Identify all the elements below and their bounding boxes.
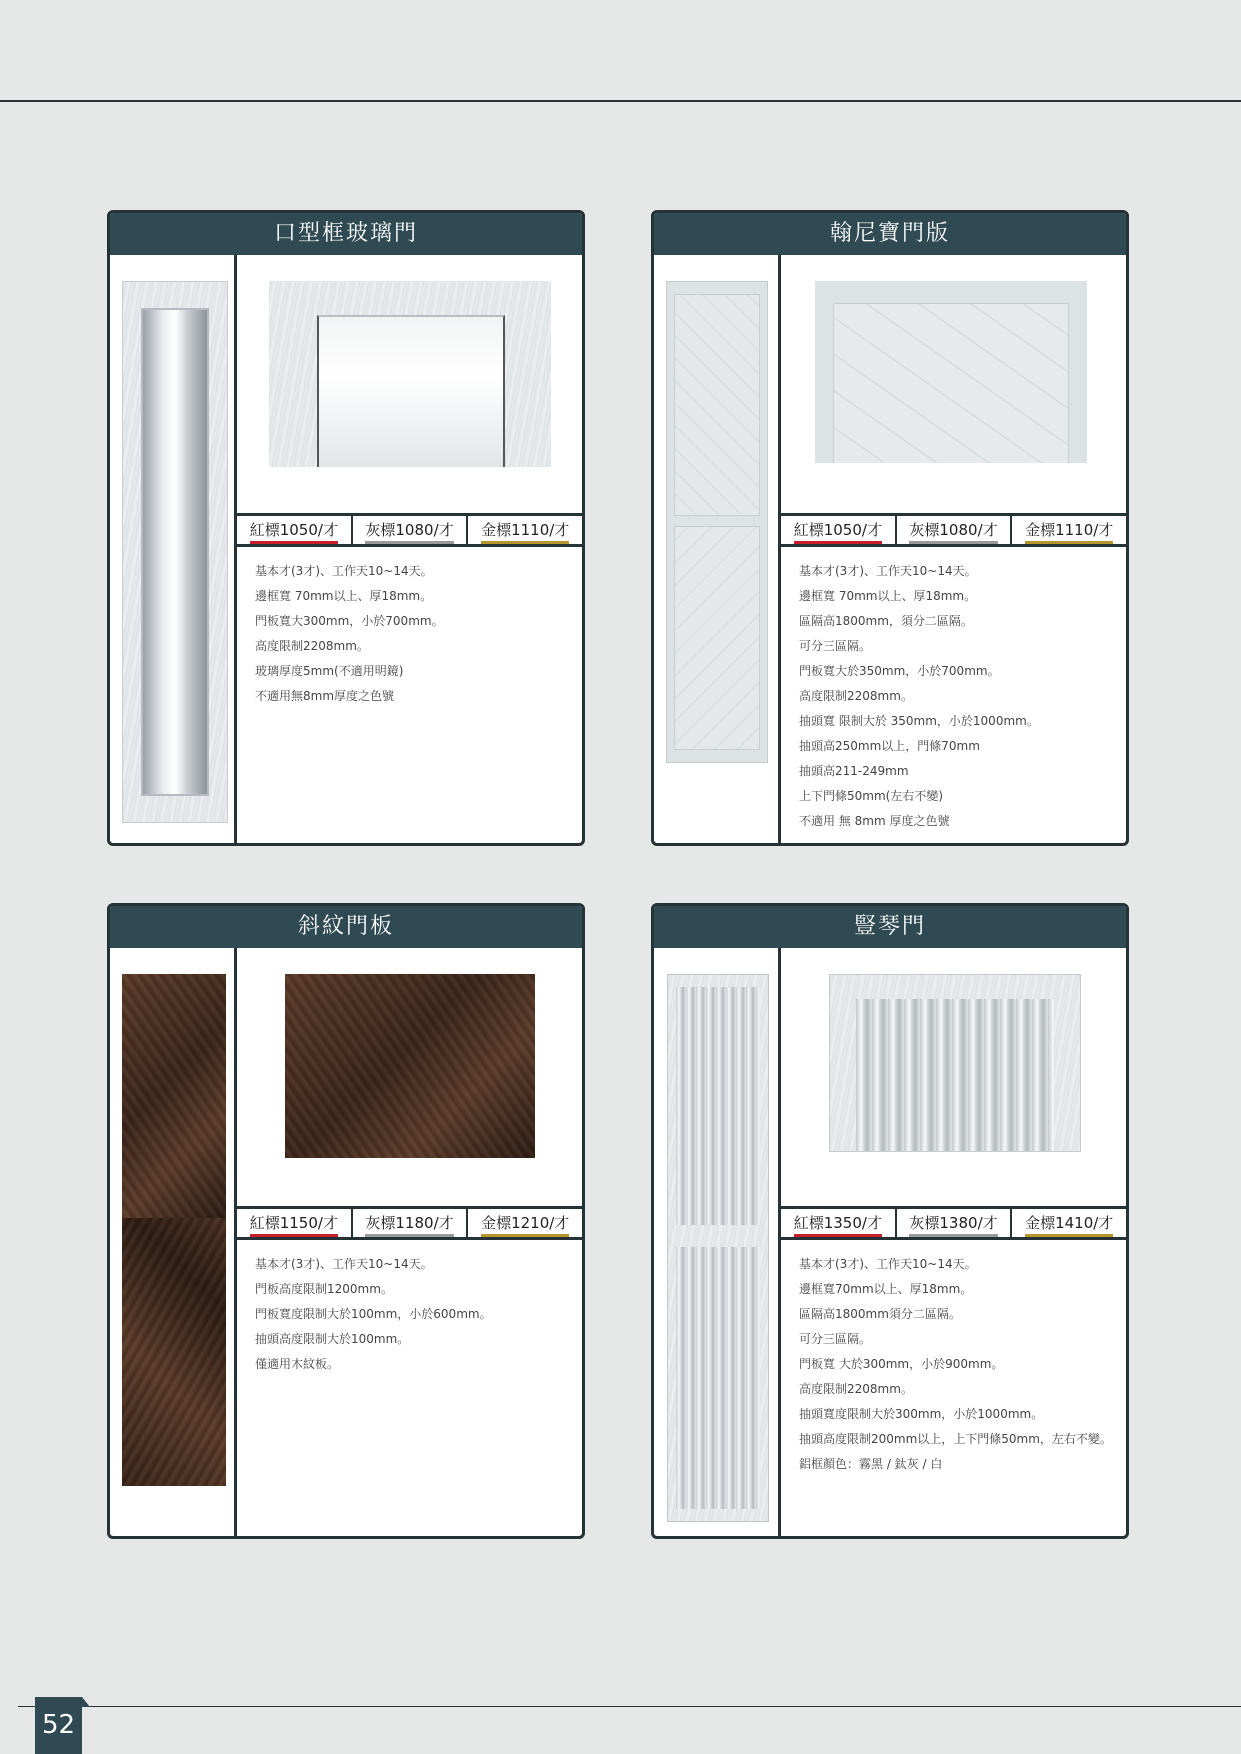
spec-item: 不適用無8mm厚度之色號 [255,689,395,703]
spec-item: 門板高度限制1200mm。 [255,1282,393,1296]
spec-item: 可分三區隔。 [799,1332,872,1346]
price-gray-label: 灰標1380/才 [897,1209,1013,1237]
price-gray-label: 灰標1080/才 [897,516,1013,544]
spec-item: 鋁框顏色：霧黑 / 鈦灰 / 白 [799,1457,943,1471]
spec-list [255,559,572,709]
spec-list [799,559,1116,834]
price-row [781,1206,1126,1240]
door-thumbnail-column [654,948,781,1536]
spec-item: 門板寬大300mm，小於700mm。 [255,614,444,628]
spec-item: 不適用 無 8mm 厚度之色號 [799,814,950,828]
glass-door-thumbnail [122,281,228,823]
price-gray-label: 灰標1080/才 [353,516,469,544]
price-gray-label: 灰標1180/才 [353,1209,469,1237]
spec-item: 上下門條50mm(左右不變) [799,789,944,803]
door-thumbnail-column [110,948,237,1536]
bottom-rule [18,1706,1241,1707]
spec-item: 高度限制2208mm。 [799,689,913,703]
spec-item: 僅適用木紋板。 [255,1357,340,1371]
price-gold-label: 金標1110/才 [468,516,582,544]
spec-item: 高度限制2208mm。 [799,1382,913,1396]
price-gold-label: 金標1210/才 [468,1209,582,1237]
spec-item: 門板寬大於350mm，小於700mm。 [799,664,1000,678]
spec-item: 抽頭寬 限制大於 350mm，小於1000mm。 [799,714,1039,728]
price-row [781,513,1126,547]
product-card-glass-door [107,210,585,846]
spec-item: 抽頭高250mm以上，門條70mm [799,739,980,753]
price-red-label: 紅標1050/才 [237,516,353,544]
spec-list [799,1252,1116,1477]
price-row [237,1206,582,1240]
spec-item: 邊框寬 70mm以上、厚18mm。 [799,589,977,603]
card-title: 翰尼寶門版 [654,213,1126,255]
door-thumbnail-column [654,255,781,843]
spec-item: 可分三區隔。 [799,639,872,653]
spec-item: 抽頭寬度限制大於300mm，小於1000mm。 [799,1407,1044,1421]
spec-item: 抽頭高211-249mm [799,764,909,778]
spec-list [255,1252,572,1377]
spec-item: 基本才(3才)、工作天10~14天。 [799,1257,977,1271]
spec-item: 區隔高1800mm，須分二區隔。 [799,614,973,628]
diagonal-grain-door-thumbnail [122,974,226,1486]
product-card-harp-door [651,903,1129,1539]
spec-item: 基本才(3才)、工作天10~14天。 [799,564,977,578]
spec-item: 區隔高1800mm須分二區隔。 [799,1307,961,1321]
price-red-label: 紅標1150/才 [237,1209,353,1237]
herringbone-door-thumbnail [666,281,768,763]
card-title: 口型框玻璃門 [110,213,582,255]
diagonal-grain-sample-image [285,974,535,1158]
price-gold-label: 金標1410/才 [1012,1209,1126,1237]
price-row [237,513,582,547]
glass-door-sample-image [269,281,551,467]
product-card-herringbone-door [651,210,1129,846]
price-gold-label: 金標1110/才 [1012,516,1126,544]
harp-door-sample-image [829,974,1081,1152]
herringbone-door-sample-image [815,281,1087,463]
card-title: 斜紋門板 [110,906,582,948]
spec-item: 抽頭高度限制200mm以上，上下門條50mm，左右不變。 [799,1432,1112,1446]
spec-item: 玻璃厚度5mm(不適用明鏡) [255,664,404,678]
price-red-label: 紅標1350/才 [781,1209,897,1237]
spec-item: 基本才(3才)、工作天10~14天。 [255,564,433,578]
spec-item: 抽頭高度限制大於100mm。 [255,1332,410,1346]
spec-item: 門板寬 大於300mm，小於900mm。 [799,1357,1004,1371]
door-thumbnail-column [110,255,237,843]
spec-item: 高度限制2208mm。 [255,639,369,653]
card-title: 豎琴門 [654,906,1126,948]
spec-item: 基本才(3才)、工作天10~14天。 [255,1257,433,1271]
page-number: 52 [35,1697,82,1754]
spec-item: 門板寬度限制大於100mm，小於600mm。 [255,1307,492,1321]
price-red-label: 紅標1050/才 [781,516,897,544]
harp-door-thumbnail [667,974,769,1522]
spec-item: 邊框寬 70mm以上、厚18mm。 [255,589,433,603]
spec-item: 邊框寬70mm以上、厚18mm。 [799,1282,973,1296]
top-rule [0,100,1241,102]
product-card-diagonal-grain-door [107,903,585,1539]
